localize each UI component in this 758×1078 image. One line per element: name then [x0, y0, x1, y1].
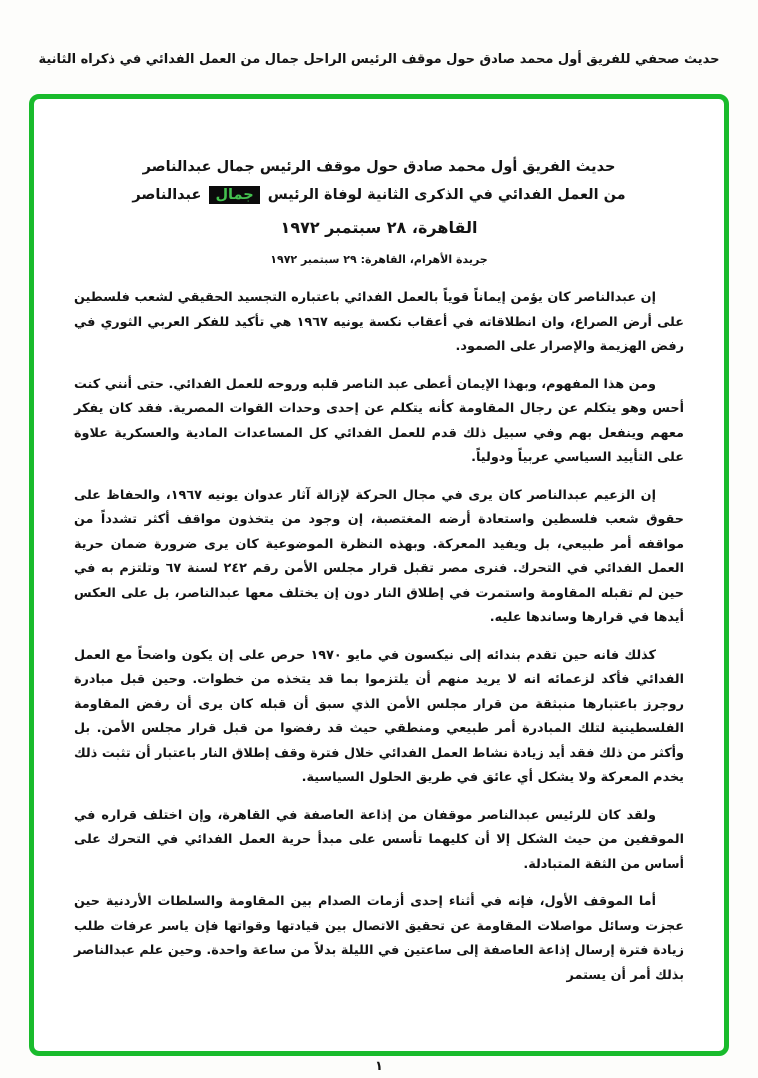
body-paragraph-2: ومن هذا المفهوم، وبهذا الإيمان أعطى عبد الناصر قلبه وروحه للعمل الفدائي. حتى أنني كنت أحس وهو يتكلم عن رجال المقاومة كأنه يتكلم عن إحدى وحدات القوات المصرية. فقد كان يفكر معهم وينفعل بهم وفي سبيل ذلك قدم للعمل الفدائي كل المساعدات المادية والعسكرية علاوة على التأييد السياسي عربياً ودولياً. — [74, 376, 684, 465]
title-line-1: حديث الفريق أول محمد صادق حول موقف الرئيس جمال عبدالناصر — [142, 159, 616, 175]
body-paragraph-6: أما الموقف الأول، فإنه في أثناء إحدى أزمات الصدام بين المقاومة والسلطات الأردنية حين عجزت وسائل مواصلات المقاومة عن تحقيق الاتصال بين قيادتها وقواتها فإن ياسر عرفات طلب زيادة فترة إرسال إذاعة العاصفة إلى ساعتين في الليلة بدلاً من ساعة واحدة. وحين علم عبدالناصر بذلك أمر أن يستمر — [74, 894, 684, 983]
document-title-block — [74, 153, 684, 243]
body-paragraph-1: إن عبدالناصر كان يؤمن إيماناً قوياً بالعمل الفدائي باعتباره التجسيد الحقيقي لشعب فلسطين على أرض الصراع، وان انطلاقاته في أعقاب نكسة يونيه ١٩٦٧ هي تأكيد للفكر العربي الثوري في رفض الهزيمة والإصرار على الصمود. — [74, 290, 684, 354]
body-paragraph-4: كذلك فانه حين تقدم بندائه إلى نيكسون في مايو ١٩٧٠ حرص على إن يكون واضحاً مع العمل الفدائي فأكد لزعمائه انه لا يريد منهم أن يلتزموا بما قد يتخذه من خطوات. وحين قبل مبادرة روجرز باعتبارها منبثقة من قرار مجلس الأمن الذي سبق أن قبله كان يرى أن رفض المقاومة الفلسطينية لتلك المبادرة أمر طبيعي ومنطقي حيث قد رفضوا من قبل قرار مجلس الأمن. بل وأكثر من ذلك فقد أيد زيادة نشاط العمل الفدائي خلال فترة وقف إطلاق النار باعتبار أن تثبت ذلك يخدم المعركة ولا يشكل أي عائق في طريق الحلول السياسية. — [74, 647, 684, 785]
source-citation-line: جريدة الأهرام، القاهرة: ٢٩ سبتمبر ١٩٧٢ — [270, 253, 488, 266]
page-headline: حديث صحفي للفريق أول محمد صادق حول موقف الرئيس الراحل جمال من العمل الفدائي في ذكراه الثانية — [38, 52, 720, 67]
title-highlighted-name: جمال — [209, 186, 259, 204]
title-date-line: القاهرة، ٢٨ سبتمبر ١٩٧٢ — [280, 218, 478, 237]
title-line-2-post: عبدالناصر — [132, 187, 202, 203]
page-number: ١ — [375, 1059, 383, 1074]
title-line-2 — [74, 181, 684, 209]
body-paragraph-3: إن الزعيم عبدالناصر كان يرى في مجال الحركة لإزالة آثار عدوان يونيه ١٩٦٧، والحفاظ على حقوق شعب فلسطين واستعادة أرضه المغتصبة، إن وجود من يتخذون مواقف أكثر تشدداً من مواقفه أمر طبيعي، بل ويفيد المعركة. وبهذه النظرة الموضوعية كان يرى ضرورة ضمان حرية العمل الفدائي في التحرك. فنرى مصر تقبل قرار مجلس الأمن رقم ٢٤٢ لسنة ٦٧ وتلتزم به في حين لم تقبله المقاومة واستمرت في إطلاق النار دون إن يختلف معها عبدالناصر، بل على العكس أيدها في قرارها وساندها عليه. — [74, 487, 684, 625]
document-frame — [29, 94, 729, 1056]
title-line-2-pre: من العمل الفدائي في الذكرى الثانية لوفاة الرئيس — [267, 187, 626, 203]
body-paragraph-5: ولقد كان للرئيس عبدالناصر موقفان من إذاعة العاصفة في القاهرة، وإن اختلف قراره في الموقفين من حيث الشكل إلا أن كليهما تأسس على مبدأ حرية العمل الفدائي في التحرك على أساس من الثقة المتبادلة. — [74, 807, 684, 872]
